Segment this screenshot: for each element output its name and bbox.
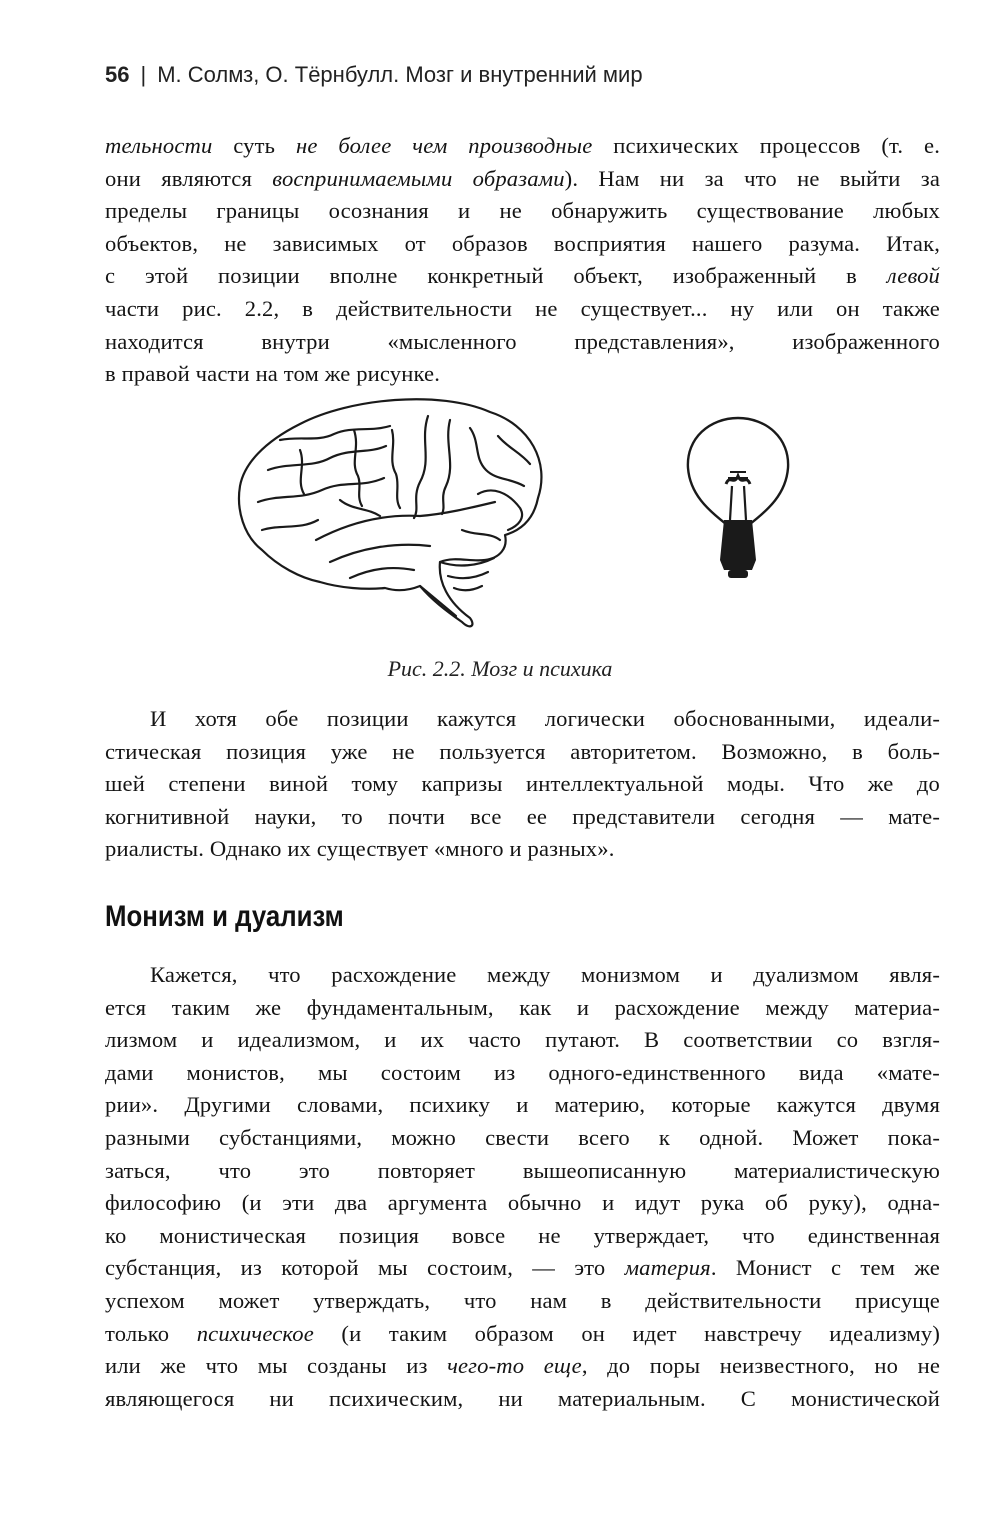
text-line: находится внутри «мысленного представления», изображенного xyxy=(105,328,940,354)
text-line: И хотя обе позиции кажутся логически обоснованными, идеали- xyxy=(150,706,940,731)
light-bulb-drawing xyxy=(688,418,788,578)
text-line: субстанция, из которой мы состоим, — это материя. Монист с тем же xyxy=(105,1255,940,1281)
text-line: с этой позиции вполне конкретный объект, изображенный в левой xyxy=(105,263,940,289)
paragraph-intro xyxy=(105,130,940,391)
brain-drawing xyxy=(239,399,541,626)
text-line: только психическое (и таким образом он идет навстречу идеализму) xyxy=(105,1320,941,1346)
figure-2-2 xyxy=(0,390,1000,650)
text-line: Кажется, что расхождение между монизмом и дуализмом явля- xyxy=(150,962,940,987)
text-line: объектов, не зависимых от образов восприятия нашего разума. Итак, xyxy=(105,230,940,256)
section-heading: Монизм и дуализм xyxy=(105,900,344,933)
text-line: шей степени виной тому капризы интеллектуальной моды. Что же до xyxy=(105,771,940,797)
running-header xyxy=(105,62,643,88)
page-number: 56 xyxy=(105,62,130,87)
paragraph-idealism xyxy=(105,703,940,866)
text-line: тельности суть не более чем производные психических процессов (т. е. xyxy=(105,133,940,158)
text-line: стическая позиция уже не пользуется авторитетом. Возможно, в боль- xyxy=(105,738,940,764)
text-line: заться, что это повторяет вышеописанную материалистическую xyxy=(105,1157,940,1183)
text-line: пределы границы осознания и не обнаружить существование любых xyxy=(105,198,940,224)
text-line: ко монистическая позиция вовсе не утверждает, что единственная xyxy=(105,1222,940,1248)
text-line: философию (и эти два аргумента обычно и идут рука об руку), одна- xyxy=(105,1190,940,1216)
header-separator: | xyxy=(140,62,147,87)
text-line: когнитивной науки, то почти все ее представители сегодня — мате- xyxy=(105,803,940,829)
figure-caption: Рис. 2.2. Мозг и психика xyxy=(387,656,613,681)
text-line: успехом может утверждать, что нам в действительности присуще xyxy=(105,1287,940,1313)
text-line: или же что мы созданы из чего-то еще, до поры неизвестного, но не xyxy=(105,1353,940,1379)
running-title: М. Солмз, О. Тёрнбулл. Мозг и внутренний мир xyxy=(157,62,643,87)
text-line: ется таким же фундаментальным, как и расхождение между материа- xyxy=(105,994,940,1020)
text-line: лизмом и идеализмом, и их часто путают. В соответствии со взгля- xyxy=(105,1027,940,1053)
text-line: они являются воспринимаемыми образами). Нам ни за что не выйти за xyxy=(105,165,940,191)
text-line: части рис. 2.2, в действительности не существует... ну или он также xyxy=(105,295,940,321)
text-line: являющегося ни психическим, ни материальным. С монистической xyxy=(105,1385,940,1411)
text-line: разными субстанциями, можно свести всего к одной. Может пока- xyxy=(105,1124,940,1150)
paragraph-monism xyxy=(105,959,940,1415)
text-line: рии». Другими словами, психику и материю, которые кажутся двумя xyxy=(105,1092,940,1118)
text-line: в правой части на том же рисунке. xyxy=(105,361,441,387)
figure-illustration xyxy=(0,390,1000,650)
text-line: дами монистов, мы состоим из одного-единственного вида «мате- xyxy=(105,1059,940,1085)
text-line: риалисты. Однако их существует «много и разных». xyxy=(105,836,615,862)
